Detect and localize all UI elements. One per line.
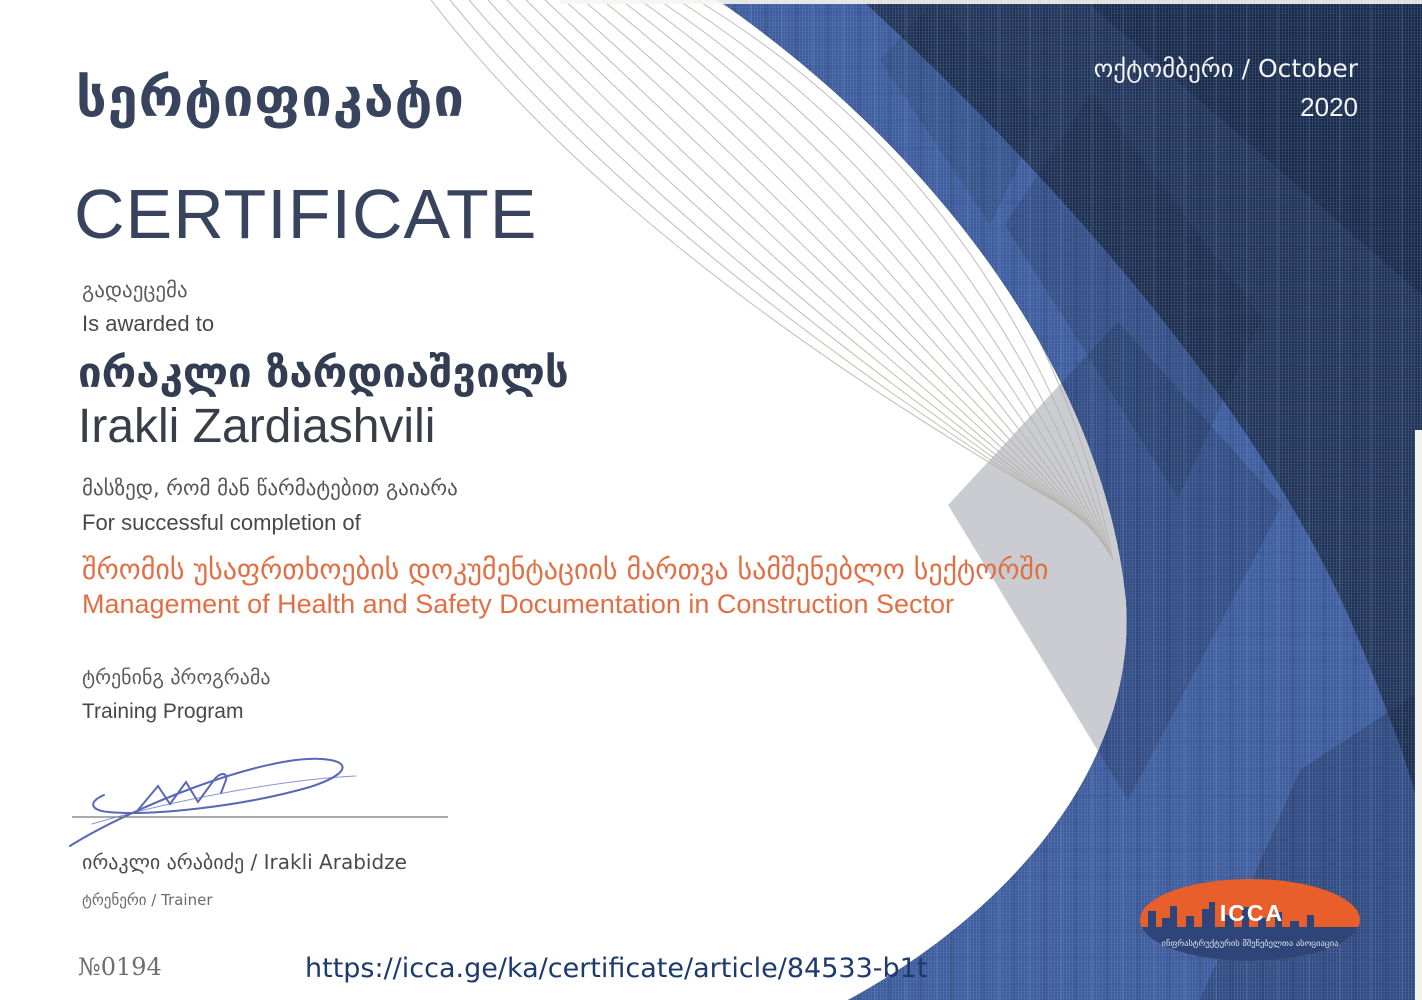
- certificate-title-georgian: სერტიფიკატი: [76, 66, 465, 129]
- logo-subtitle: ინფრასტრუქტურის მშენებელთა ასოციაცია: [1161, 939, 1339, 949]
- trainer-role: ტრენერი / Trainer: [82, 891, 213, 909]
- completion-label-english: For successful completion of: [82, 510, 361, 535]
- certificate-number: №0194: [78, 953, 162, 981]
- logo-acronym: ICCA: [1219, 900, 1285, 926]
- completion-label-georgian: მასზედ, რომ მან წარმატებით გაიარა: [82, 476, 458, 500]
- awarded-label-georgian: გადაეცემა: [82, 278, 188, 302]
- certificate-title-english: CERTIFICATE: [74, 175, 538, 253]
- course-title-georgian: შრომის უსაფრთხოების დოკუმენტაციის მართვა სამშენებლო სექტორში: [82, 553, 1049, 586]
- recipient-name-georgian: ირაკლი ზარდიაშვილს: [78, 348, 569, 397]
- issue-year: 2020: [1300, 92, 1358, 122]
- course-title-english: Management of Health and Safety Documentation in Construction Sector: [82, 589, 954, 619]
- program-label-english: Training Program: [82, 700, 244, 723]
- scan-edge-top: [560, 0, 1422, 4]
- trainer-name: ირაკლი არაბიძე / Irakli Arabidze: [82, 850, 407, 874]
- scan-edge-right: [1415, 430, 1422, 1000]
- recipient-name-english: Irakli Zardiashvili: [78, 400, 436, 453]
- program-label-georgian: ტრენინგ პროგრამა: [82, 665, 271, 689]
- verification-url: https://icca.ge/ka/certificate/article/84533-b1t: [305, 953, 928, 984]
- awarded-label-english: Is awarded to: [82, 311, 215, 336]
- issue-month: ოქტომბერი / October: [1093, 54, 1358, 83]
